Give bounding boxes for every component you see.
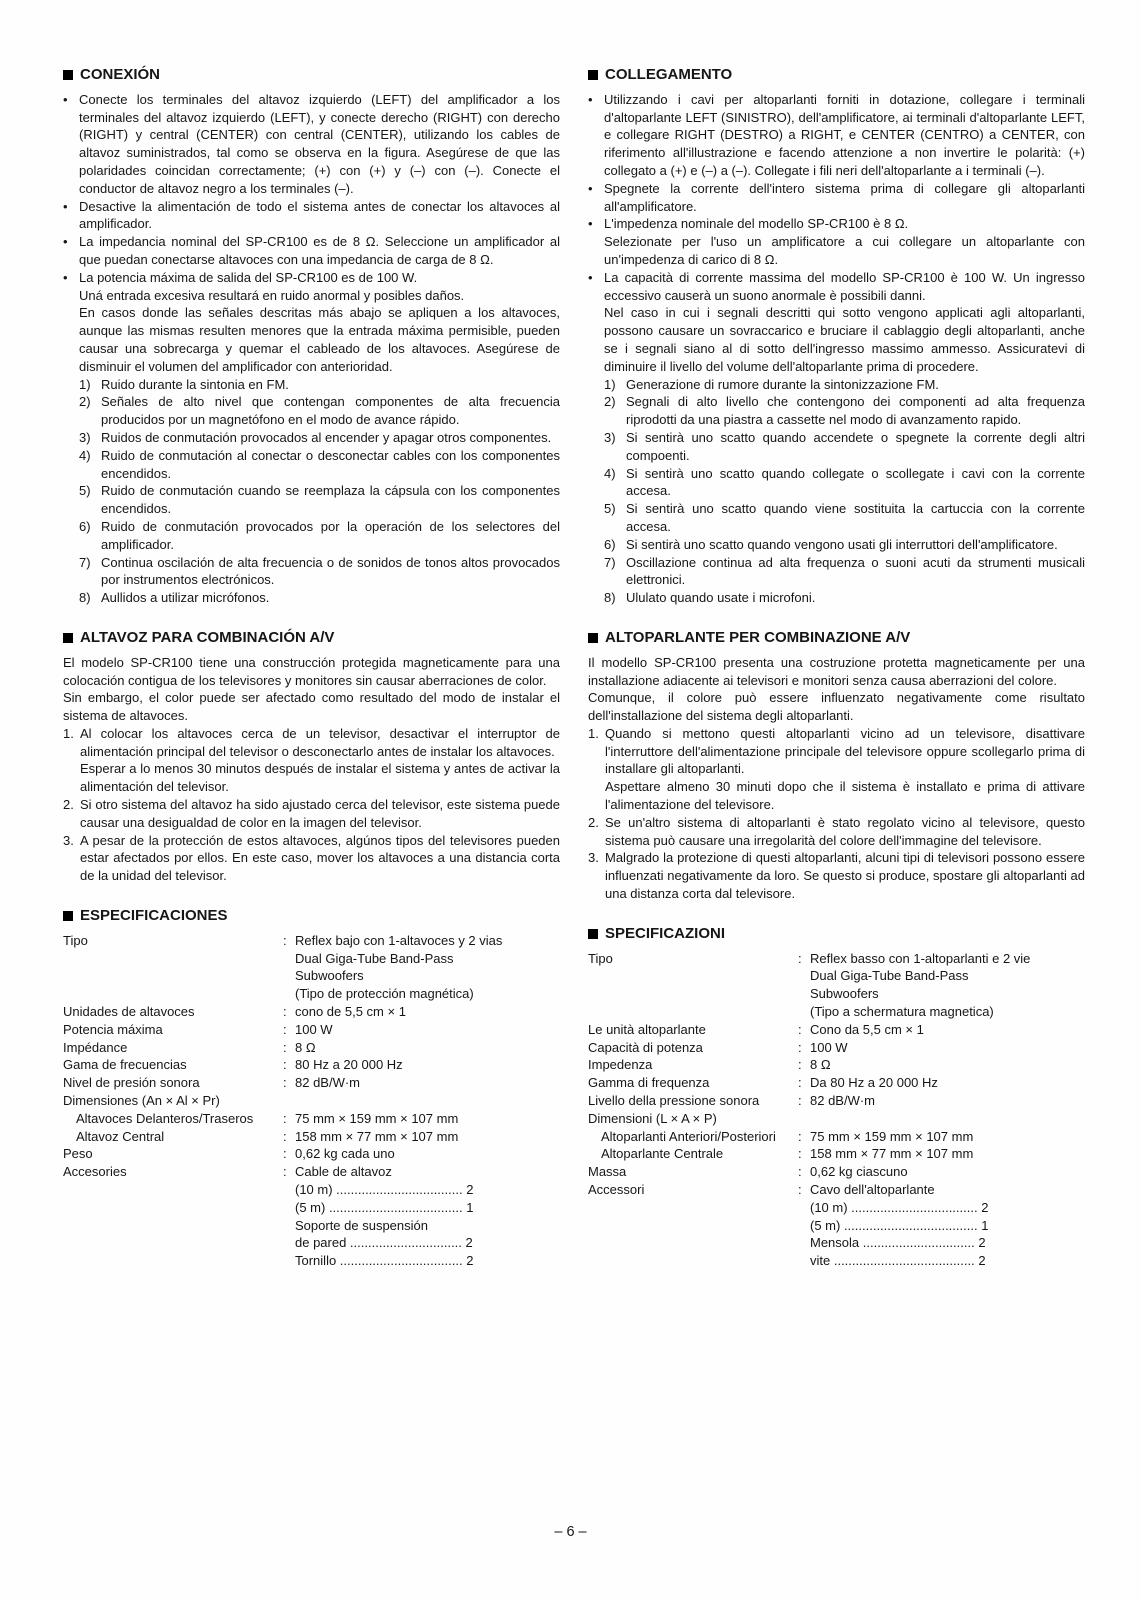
spec-row (588, 1145, 1085, 1163)
spec-value (810, 1110, 1085, 1128)
item-text: Ruido de conmutación cuando se reemplaza la cápsula con los componentes encendidos. (101, 483, 560, 517)
paragraph-line: Da 80 Hz a 20 000 Hz (810, 1075, 938, 1091)
paragraph-line: Cable de altavoz (295, 1164, 392, 1180)
spec-colon: : (283, 1128, 287, 1144)
numbered-item (604, 376, 1085, 394)
item-text: Segnali di alto livello che contengono dei componenti ad alta frequenza riprodotti da una piastra a cassette nel modo di avanzamento rapido. (626, 394, 1085, 428)
spec-row (63, 1092, 560, 1110)
numbered-item (79, 429, 560, 447)
item-text (605, 849, 1085, 902)
spec-colon: : (798, 1039, 802, 1055)
spec-colon: : (798, 1164, 802, 1180)
paragraph-line: 158 mm × 77 mm × 107 mm (295, 1128, 459, 1144)
numbered-item (79, 376, 560, 394)
numbered-list (604, 376, 1085, 607)
spec-colon: : (283, 1110, 287, 1126)
bullet-item (63, 269, 560, 376)
bullet-text (604, 215, 1085, 268)
spec-value (810, 950, 1085, 1021)
spec-label: Unidades de altavoces (63, 1004, 195, 1020)
spec-label: Dimensiones (An × Al × Pr) (63, 1093, 220, 1109)
numbered-item (588, 849, 1085, 902)
item-text (605, 814, 1085, 850)
paragraph-line: Se un'altro sistema di altoparlanti è stato regolato vicino al televisore, questo sistema può causare una irregolarità del colore dell'immagine del televisore. (605, 814, 1085, 848)
item-text: Señales de alto nivel que contengan componentes de alta frecuencia producidos por un magnetófono en el modo de avance rápido. (101, 394, 560, 428)
numbered-item (604, 554, 1085, 590)
spec-value (810, 1074, 1085, 1092)
spec-row (63, 1145, 560, 1163)
paragraph-line: Malgrado la protezione di questi altoparlanti, alcuni tipi di televisori possono essere influenzati negativamente da loro. Se questo si produce, spostare gli altoparlanti ad una distanza corta dal televisore. (605, 850, 1085, 902)
paragraph-line: 8 Ω (810, 1057, 831, 1073)
bullet-marker: • (588, 91, 593, 107)
paragraph-line: Utilizzando i cavi per altoparlanti forniti in dotazione, collegare i terminali d'altoparlante LEFT (SINISTRO), dell'amplificatore, ai terminali d'altoparlante LEFT, e collegare RIGHT (DESTRO) a RIGHT, e CENTER (CENTRO) a CENTER, con riferimento all'illustrazione e facendo attenzione a non invertire le polarità: (+) collegato a (+) e (–) a (–). Collegate i fili neri dell'altoparlante a i terminali (–). (604, 91, 1085, 178)
paragraph-line: Selezionate per l'uso un amplificatore a cui collegare un altoparlante con un'impedenza di carico di 8 Ω. (604, 234, 1085, 267)
section-title: SPECIFICAZIONI (605, 924, 726, 942)
item-text: Ruidos de conmutación provocados al encender y apagar otros componentes. (101, 429, 552, 445)
spec-colon: : (798, 1021, 802, 1037)
paragraph-line: Subwoofers (810, 986, 879, 1002)
spec-colon: : (798, 1146, 802, 1162)
item-text: Ruido de conmutación provocados por la operación de los selectores del amplificador. (101, 518, 560, 552)
bullet-item (63, 233, 560, 269)
paragraph-line: 0,62 kg ciascuno (810, 1164, 908, 1180)
item-number: 1) (604, 376, 616, 392)
item-number: 6) (79, 518, 91, 534)
section-specifications (63, 907, 560, 1270)
spec-colon: : (283, 1039, 287, 1055)
spec-label: Accessori (588, 1182, 645, 1198)
spec-label: Tipo (63, 932, 88, 948)
bullet-marker: • (588, 180, 593, 196)
paragraph-line: Si otro sistema del altavoz ha sido ajustado cerca del televisor, este sistema puede causar una desigualdad de color en la imagen del televisor. (80, 797, 560, 830)
numbered-item (604, 589, 1085, 607)
spec-value (295, 1021, 560, 1039)
paragraph-line: 82 dB/W·m (295, 1075, 361, 1091)
section-heading (588, 925, 1085, 943)
section-square-icon (588, 929, 598, 939)
bullet-text (79, 233, 560, 269)
paragraph-line: L'impedenza nominale del modello SP-CR100 è 8 Ω. (604, 216, 909, 232)
paragraph-line: Dual Giga-Tube Band-Pass (810, 968, 969, 984)
numbered-item (79, 447, 560, 483)
spec-row (63, 1021, 560, 1039)
bullet-marker: • (63, 91, 68, 107)
paragraph-line: 75 mm × 159 mm × 107 mm (810, 1128, 974, 1144)
spec-label: Impédance (63, 1039, 128, 1055)
section-square-icon (588, 633, 598, 643)
item-number: 2. (588, 814, 599, 830)
section-square-icon (63, 70, 73, 80)
spec-label: Potencia máxima (63, 1021, 163, 1037)
item-number: 2) (604, 394, 616, 410)
item-text: Continua oscilación de alta frecuencia o de sonidos de tonos altos provocados por instrumentos electrónicos. (101, 554, 560, 588)
spec-label: Peso (63, 1146, 93, 1162)
item-text: Generazione di rumore durante la sintonizzazione FM. (626, 376, 939, 392)
spec-colon: : (798, 950, 802, 966)
paragraph-line: Spegnete la corrente dell'intero sistema prima di collegare gli altoparlanti all'amplificatore. (604, 180, 1085, 214)
spec-label: Livello della pressione sonora (588, 1093, 760, 1109)
paragraph-line: cono de 5,5 cm × 1 (295, 1004, 406, 1020)
section-heading (588, 629, 1085, 647)
spec-colon: : (798, 1075, 802, 1091)
spec-label: Le unità altoparlante (588, 1021, 706, 1037)
section-title: COLLEGAMENTO (605, 66, 733, 83)
spec-row (63, 1056, 560, 1074)
bullet-text (79, 91, 560, 198)
spec-colon: : (283, 1164, 287, 1180)
page-number: – 6 – (554, 1524, 587, 1540)
spec-colon: : (283, 1075, 287, 1091)
item-number: 3) (604, 429, 616, 445)
spec-label: Capacità di potenza (588, 1039, 703, 1055)
paragraph-line: La impedancia nominal del SP-CR100 es de 8 Ω. Seleccione un amplificador al que puedan conectarse altavoces con una impedancia de carga de 8 Ω. (79, 234, 560, 267)
paragraph-line: Soporte de suspensión (295, 1217, 428, 1233)
paragraph-line: Comunque, il colore può essere influenzato negativamente come risultato dell'installazione del sistema degli altoparlanti. (588, 690, 1085, 724)
bullet-marker: • (588, 269, 593, 285)
spec-value (295, 1074, 560, 1092)
spec-value (295, 1092, 560, 1110)
item-number: 1) (79, 376, 91, 392)
spec-value (810, 1056, 1085, 1074)
item-number: 5) (604, 501, 616, 517)
bullet-marker: • (63, 198, 68, 214)
spec-row (63, 1003, 560, 1021)
bullet-text (604, 180, 1085, 216)
spec-colon: : (798, 1128, 802, 1144)
spec-row (588, 1021, 1085, 1039)
section-av-combination (588, 629, 1085, 903)
item-number: 7) (604, 554, 616, 570)
item-number: 3. (63, 832, 74, 848)
item-number: 8) (604, 590, 616, 606)
spec-label: Massa (588, 1164, 627, 1180)
section-heading (63, 907, 560, 925)
spec-label: Nivel de presión sonora (63, 1075, 200, 1091)
spec-value (295, 1003, 560, 1021)
numbered-item (588, 725, 1085, 814)
item-text: Si sentirà uno scatto quando collegate o scollegate i cavi con la corrente accesa. (626, 465, 1085, 499)
paragraph-line: A pesar de la protección de estos altavoces, algúnos tipos del televisores pueden estar afectados por ellos. En este caso, mover los altavoces a una distancia corta de la unidad del televisor. (80, 832, 560, 884)
paragraph-line: Reflex basso con 1-altoparlanti e 2 vie (810, 950, 1031, 966)
bullet-item (588, 269, 1085, 376)
spec-colon: : (283, 1004, 287, 1020)
spec-value (810, 1092, 1085, 1110)
paragraph-line: Sin embargo, el color puede ser afectado como resultado del modo de instalar el sistema de altavoces. (63, 690, 560, 724)
spec-value (810, 1145, 1085, 1163)
spec-row (63, 1074, 560, 1092)
spec-row (588, 1128, 1085, 1146)
item-text (80, 832, 560, 885)
spec-colon: : (283, 1021, 287, 1037)
item-number: 3) (79, 429, 91, 445)
spec-row (588, 1092, 1085, 1110)
section-title: CONEXIÓN (80, 66, 161, 83)
item-number: 2. (63, 797, 74, 813)
paragraph-line: Desactive la alimentación de todo el sistema antes de conectar los altavoces al amplificador. (79, 198, 560, 232)
spec-row (588, 1110, 1085, 1128)
spec-colon: : (283, 1146, 287, 1162)
numbered-item (63, 725, 560, 796)
paragraph-line: Mensola ............................... 2 (810, 1235, 986, 1251)
spec-colon: : (283, 932, 287, 948)
numbered-item (79, 393, 560, 429)
item-text (80, 796, 560, 832)
spec-value (295, 1163, 560, 1270)
paragraph-line: Quando si mettono questi altoparlanti vicino ad un televisore, disattivare l'interruttore dell'alimentazione principale del televisore oppure scollegarlo prima di installare gli altoparlanti. (605, 725, 1085, 777)
paragraph-line: Uná entrada excesiva resultará en ruido anormal y posibles daños. (79, 287, 465, 303)
section-collegamento (588, 66, 1085, 607)
section-av-combination (63, 629, 560, 885)
spec-value (810, 1163, 1085, 1181)
item-number: 6) (604, 536, 616, 552)
paragraph-line: Aspettare almeno 30 minuti dopo che il sistema è installato e prima di attivare l'alimentazione del televisore. (605, 779, 1085, 813)
paragraph-line: 75 mm × 159 mm × 107 mm (295, 1110, 459, 1126)
bullet-item (588, 215, 1085, 268)
spec-colon: : (798, 1057, 802, 1073)
numbered-item (604, 429, 1085, 465)
section-square-icon (63, 911, 73, 921)
item-text: Si sentirà uno scatto quando viene sostituita la cartuccia con la corrente accesa. (626, 501, 1085, 534)
bullet-item (63, 198, 560, 234)
spec-row (588, 1039, 1085, 1057)
item-text: Si sentirà uno scatto quando accendete o spegnete la corrente degli altri compoenti. (626, 429, 1085, 463)
paragraph-line: 82 dB/W·m (810, 1093, 876, 1109)
paragraph-line: La potencia máxima de salida del SP-CR100 es de 100 W. (79, 269, 418, 285)
spec-colon (798, 1110, 810, 1128)
paragraph-line: (5 m) ..................................... 1 (810, 1217, 989, 1233)
spec-colon: : (798, 1093, 802, 1109)
section-conexion (63, 66, 560, 607)
item-number: 3. (588, 850, 599, 866)
spec-row (588, 1074, 1085, 1092)
spec-label: Altoparlante Centrale (601, 1146, 724, 1162)
paragraph-line: Tornillo .................................. 2 (295, 1253, 474, 1269)
item-text: Ruido durante la sintonia en FM. (101, 376, 289, 392)
spec-value (295, 1128, 560, 1146)
paragraph-line: Cavo dell'altoparlante (810, 1182, 935, 1198)
section-heading (63, 629, 560, 647)
spec-row (588, 1056, 1085, 1074)
item-number: 4) (604, 465, 616, 481)
spec-value (295, 1056, 560, 1074)
numbered-item (604, 465, 1085, 501)
numbered-item (79, 482, 560, 518)
spec-colon (283, 1092, 295, 1110)
spec-row (588, 950, 1085, 1021)
section-title: ESPECIFICACIONES (80, 907, 228, 925)
bullet-item (63, 91, 560, 198)
item-text: Aullidos a utilizar micrófonos. (101, 590, 270, 606)
spec-value (295, 932, 560, 1003)
spec-label: Accesories (63, 1164, 127, 1180)
spec-row (63, 932, 560, 1003)
spec-value (295, 1110, 560, 1128)
bullet-text (79, 269, 560, 376)
item-number: 2) (79, 394, 91, 410)
item-text: Oscillazione continua ad alta frequenza o suoni acuti da strumenti musicali elettronici. (626, 554, 1085, 588)
paragraph-line: (Tipo de protección magnética) (295, 986, 474, 1002)
paragraph-line: Reflex bajo con 1-altavoces y 2 vias (295, 932, 503, 948)
spec-row (63, 1163, 560, 1270)
intro-paragraphs (588, 654, 1085, 725)
item-text (80, 725, 560, 796)
spec-colon: : (798, 1182, 802, 1198)
paragraph-line: Al colocar los altavoces cerca de un televisor, desactivar el interruptor de alimentación principal del televisor o desconectarlo antes de instalar los altavoces. (80, 725, 560, 759)
spec-value (810, 1021, 1085, 1039)
bullet-marker: • (588, 216, 593, 232)
paragraph-line: Cono da 5,5 cm × 1 (810, 1021, 924, 1037)
numbered-item (604, 500, 1085, 536)
item-number: 5) (79, 483, 91, 499)
spec-label: Altavoces Delanteros/Traseros (76, 1110, 254, 1126)
section-title: ALTAVOZ PARA COMBINACIÓN A/V (80, 628, 335, 646)
paragraph-line: 0,62 kg cada uno (295, 1146, 395, 1162)
paragraph-line: La capacità di corrente massima del modello SP-CR100 è 100 W. Un ingresso eccessivo causerà un suono anormale è possibili danni. (604, 269, 1085, 303)
paragraph-line: (10 m) ................................... 2 (295, 1182, 474, 1198)
spec-row (63, 1128, 560, 1146)
paragraph-line: (Tipo a schermatura magnetica) (810, 1004, 994, 1020)
spec-label: Tipo (588, 950, 613, 966)
section-square-icon (588, 70, 598, 80)
spec-value (295, 1039, 560, 1057)
item-number: 1. (588, 725, 599, 741)
numbered-item (79, 518, 560, 554)
numbered-item (604, 536, 1085, 554)
numbered-item (63, 796, 560, 832)
bullet-text (604, 269, 1085, 376)
paragraph-line: 80 Hz a 20 000 Hz (295, 1057, 403, 1073)
item-text: Ruido de conmutación al conectar o desconectar cables con los componentes encendidos. (101, 447, 560, 481)
spec-label: Altavoz Central (76, 1128, 165, 1144)
intro-paragraphs (63, 654, 560, 725)
paragraph-line: (5 m) ..................................... 1 (295, 1199, 474, 1215)
numbered-item (604, 393, 1085, 429)
item-text: Ululato quando usate i microfoni. (626, 590, 816, 606)
spec-label: Dimensioni (L × A × P) (588, 1110, 717, 1126)
spec-row (63, 1110, 560, 1128)
bullet-marker: • (63, 234, 68, 250)
paragraph-line: Esperar a lo menos 30 minutos después de instalar el sistema y antes de activar la alimentación del televisor. (80, 761, 560, 795)
numbered-item (588, 814, 1085, 850)
spec-row (588, 1163, 1085, 1181)
paragraph-line: 158 mm × 77 mm × 107 mm (810, 1146, 974, 1162)
bullet-item (588, 180, 1085, 216)
paragraph-line: Subwoofers (295, 968, 364, 984)
spec-value (295, 1145, 560, 1163)
column-spanish (63, 66, 560, 1270)
bullet-text (79, 198, 560, 234)
item-text (605, 725, 1085, 814)
paragraph-line: Nel caso in cui i segnali descritti qui sotto vengono applicati agli altoparlanti, possono causare un sovraccarico e bruciare il cablaggio degli altoparlanti, anche se i segnali siano al di sotto dell'ingresso massimo ammesso. Assicuratevi di diminuire il livello del volume dell'altoparlante prima di procedere. (604, 305, 1085, 374)
numbered-item (79, 589, 560, 607)
item-number: 1. (63, 725, 74, 741)
paragraph-line: Il modello SP-CR100 presenta una costruzione protetta magneticamente per una installazione adiacente ai televisori e monitori senza causa aberrazioni del colore. (588, 654, 1085, 688)
spec-row (63, 1039, 560, 1057)
bullet-marker: • (63, 269, 68, 285)
spec-label: Impedenza (588, 1057, 653, 1073)
paragraph-line: El modelo SP-CR100 tiene una construcción protegida magneticamente para una colocación contigua de los televisores y monitores sin causar aberraciones de color. (63, 654, 560, 688)
paragraph-line: 8 Ω (295, 1039, 316, 1055)
spec-value (810, 1181, 1085, 1270)
spec-colon: : (283, 1057, 287, 1073)
paragraph-line: de pared ............................... 2 (295, 1235, 473, 1251)
item-text: Si sentirà uno scatto quando vengono usati gli interruttori dell'amplificatore. (626, 536, 1058, 552)
paragraph-line: 100 W (295, 1021, 333, 1037)
spec-label: Gamma di frequenza (588, 1075, 710, 1091)
spec-value (810, 1128, 1085, 1146)
section-heading (63, 66, 560, 84)
spec-value (810, 1039, 1085, 1057)
numbered-item (63, 832, 560, 885)
item-number: 8) (79, 590, 91, 606)
paragraph-line: Dual Giga-Tube Band-Pass (295, 950, 454, 966)
numbered-list (79, 376, 560, 607)
section-specifications (588, 925, 1085, 1270)
column-italian (588, 66, 1085, 1270)
spec-row (588, 1181, 1085, 1270)
spec-label: Gama de frecuencias (63, 1057, 187, 1073)
paragraph-line: (10 m) ................................... 2 (810, 1199, 989, 1215)
paragraph-line: 100 W (810, 1039, 848, 1055)
bullet-text (604, 91, 1085, 180)
section-heading (588, 66, 1085, 84)
bullet-item (588, 91, 1085, 180)
item-number: 4) (79, 447, 91, 463)
item-number: 7) (79, 554, 91, 570)
section-square-icon (63, 633, 73, 643)
paragraph-line: Conecte los terminales del altavoz izquierdo (LEFT) del amplificador a los terminales del altavoz izquierdo (LEFT), y conecte derecho (RIGHT) con derecho (RIGHT) y central (CENTER) con central (CENTER), utilizando los cables de altavoz suministrados, tal como se observa en la figura. Asegúrese de que las polaridades coincidan correctamente; (+) con (+) y (–) con (–). Conecte el conductor de altavoz negro a los terminales (–). (79, 91, 560, 196)
spec-label: Altoparlanti Anteriori/Posteriori (601, 1128, 776, 1144)
numbered-item (79, 554, 560, 590)
paragraph-line: vite ....................................... 2 (810, 1253, 986, 1269)
paragraph-line: En casos donde las señales descritas más abajo se apliquen a los altavoces, aunque las mismas resulten menores que la entrada máxima permisible, pueden causar una sobrecarga y quemar el cableado de los altavoces. Asegúrese de disminuir el volumen del amplificador con anterioridad. (79, 305, 560, 374)
section-title: ALTOPARLANTE PER COMBINAZIONE A/V (605, 628, 911, 646)
